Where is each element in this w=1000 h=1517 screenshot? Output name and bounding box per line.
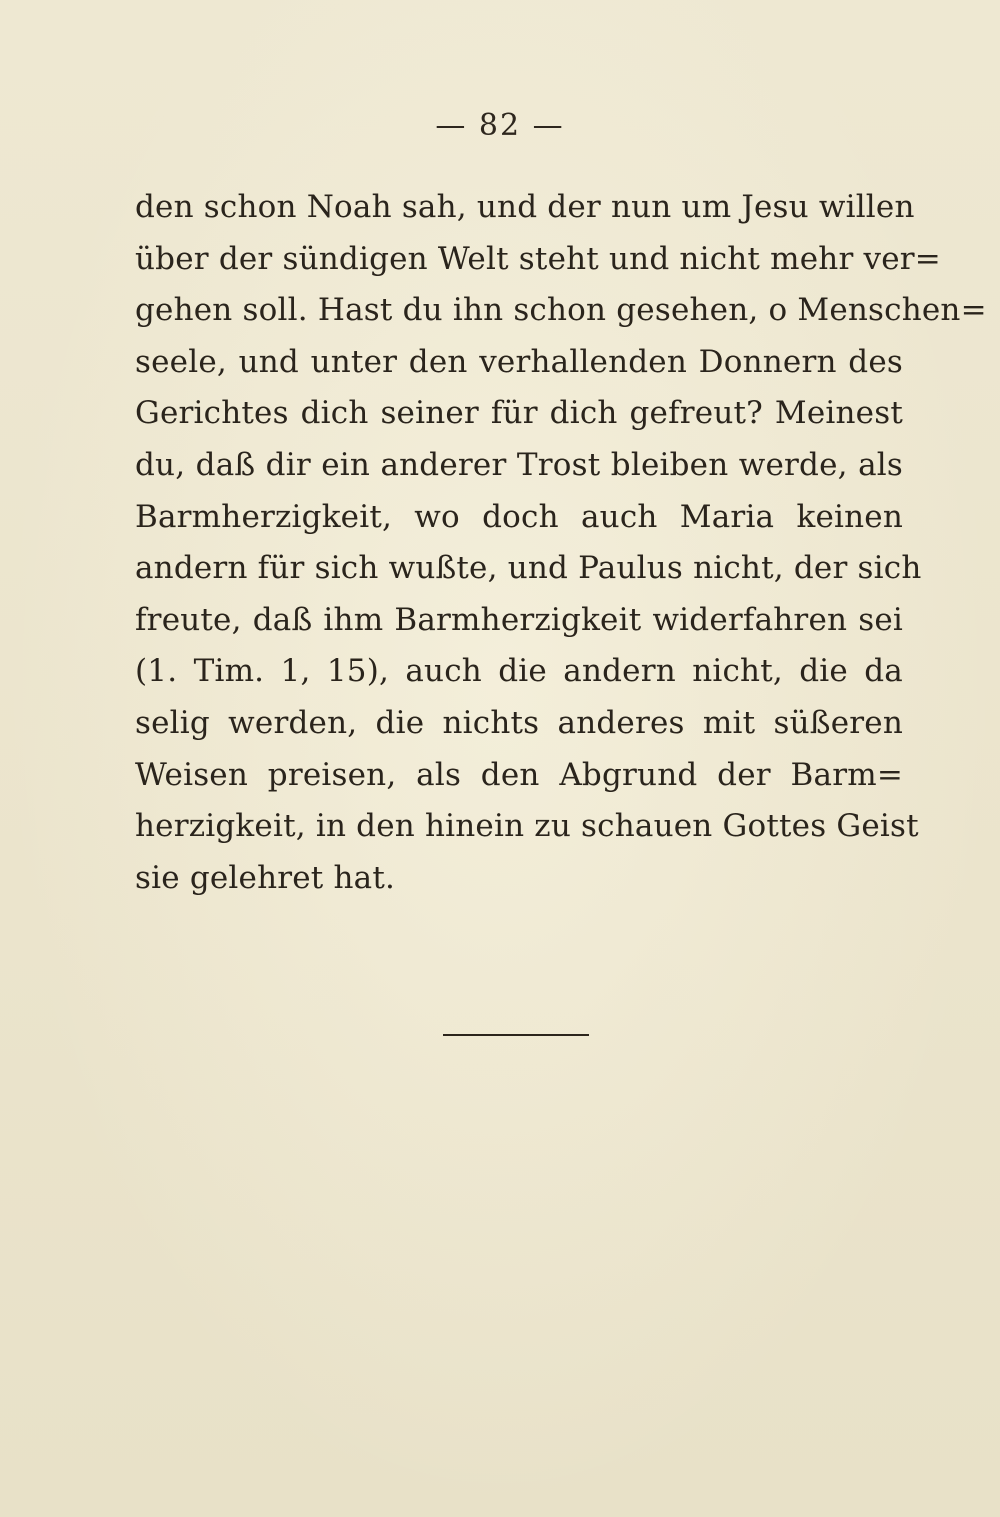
text-line: den schon Noah sah, und der nun um Jesu willen xyxy=(135,189,915,225)
text-line: Gerichtes dich seiner für dich gefreut? Meinest xyxy=(135,395,903,432)
text-line-last: sie gelehret hat. xyxy=(135,859,396,896)
text-line: du, daß dir ein anderer Trost bleiben werde, als xyxy=(135,446,903,483)
text-line: freute, daß ihm Barmherzigkeit widerfahren sei xyxy=(135,601,903,638)
text-line: andern für sich wußte, und Paulus nicht, der sich xyxy=(135,550,922,587)
text-line: Barmherzigkeit, wo doch auch Maria keinen xyxy=(135,498,903,535)
text-line: selig werden, die nichts anderes mit süßeren xyxy=(135,704,903,741)
text-line: herzigkeit, in den hinein zu schauen Gottes Geist xyxy=(135,808,919,845)
text-line: (1. Tim. 1, 15), auch die andern nicht, die da xyxy=(135,653,903,690)
text-line: über der sündigen Welt steht und nicht mehr ver= xyxy=(135,240,941,277)
text-line: seele, und unter den verhallenden Donnern des xyxy=(135,343,903,380)
text-line: gehen soll. Hast du ihn schon gesehen, o Menschen= xyxy=(135,292,987,329)
body-text xyxy=(135,182,987,904)
section-divider xyxy=(443,1034,589,1036)
text-line: Weisen preisen, als den Abgrund der Barm= xyxy=(135,756,903,793)
page-number: — 82 — xyxy=(435,108,565,143)
